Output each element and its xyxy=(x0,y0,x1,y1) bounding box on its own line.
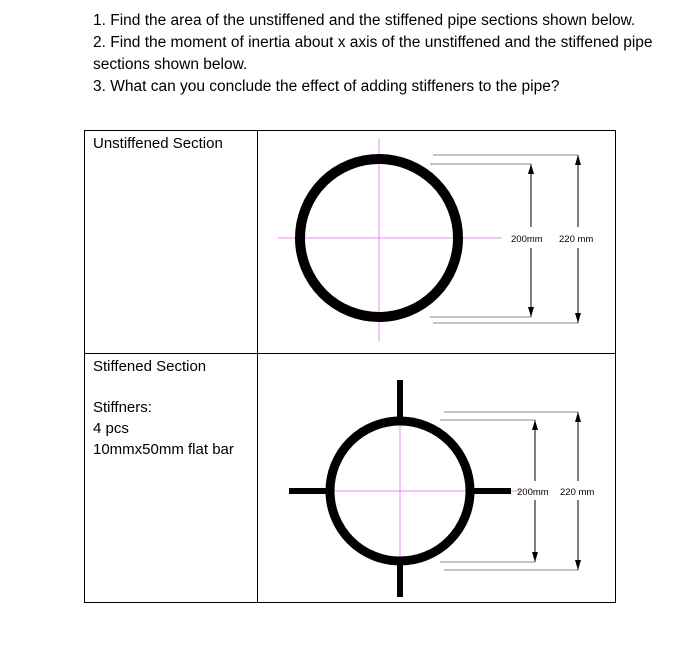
question-2: 2. Find the moment of inertia about x axis of the unstiffened and the stiffened pipe sections shown below. xyxy=(93,34,653,73)
stiffeners-heading: Stiffners: xyxy=(93,399,152,416)
stiffened-label-cell xyxy=(85,354,258,603)
stiffener-bottom xyxy=(397,560,403,597)
inner-arrow-down-icon xyxy=(528,307,534,317)
stiffeners-size: 10mmx50mm flat bar xyxy=(93,441,234,458)
stiffened-pipe-drawing xyxy=(258,354,615,602)
question-3: 3. What can you conclude the effect of adding stiffeners to the pipe? xyxy=(93,78,560,95)
inner-arrow-down-icon xyxy=(532,552,538,562)
outer-arrow-down-icon xyxy=(575,560,581,570)
outer-arrow-down-icon xyxy=(575,313,581,323)
question-1: 1. Find the area of the unstiffened and the stiffened pipe sections shown below. xyxy=(93,12,636,29)
outer-arrow-up-icon xyxy=(575,155,581,165)
unstiffened-row xyxy=(85,131,616,354)
unstiffened-pipe-drawing xyxy=(258,131,615,353)
stiffeners-count: 4 pcs xyxy=(93,420,129,437)
outer-diameter-label: 220 mm xyxy=(559,234,594,245)
unstiffened-figure-cell xyxy=(258,131,616,354)
inner-diameter-label: 200mm xyxy=(511,234,543,245)
stiffened-section-label: Stiffened Section xyxy=(93,358,207,375)
inner-diameter-label: 200mm xyxy=(517,487,549,498)
sections-table xyxy=(84,130,616,603)
outer-arrow-up-icon xyxy=(575,412,581,422)
outer-diameter-label: 220 mm xyxy=(560,487,595,498)
stiffener-left xyxy=(289,488,331,494)
stiffened-figure-cell xyxy=(258,354,616,603)
inner-arrow-up-icon xyxy=(528,164,534,174)
stiffener-right xyxy=(469,488,511,494)
stiffener-top xyxy=(397,380,403,422)
problem-statement xyxy=(93,10,653,98)
unstiffened-section-label: Unstiffened Section xyxy=(93,135,223,152)
stiffened-row xyxy=(85,354,616,603)
inner-arrow-up-icon xyxy=(532,420,538,430)
unstiffened-label-cell xyxy=(85,131,258,354)
